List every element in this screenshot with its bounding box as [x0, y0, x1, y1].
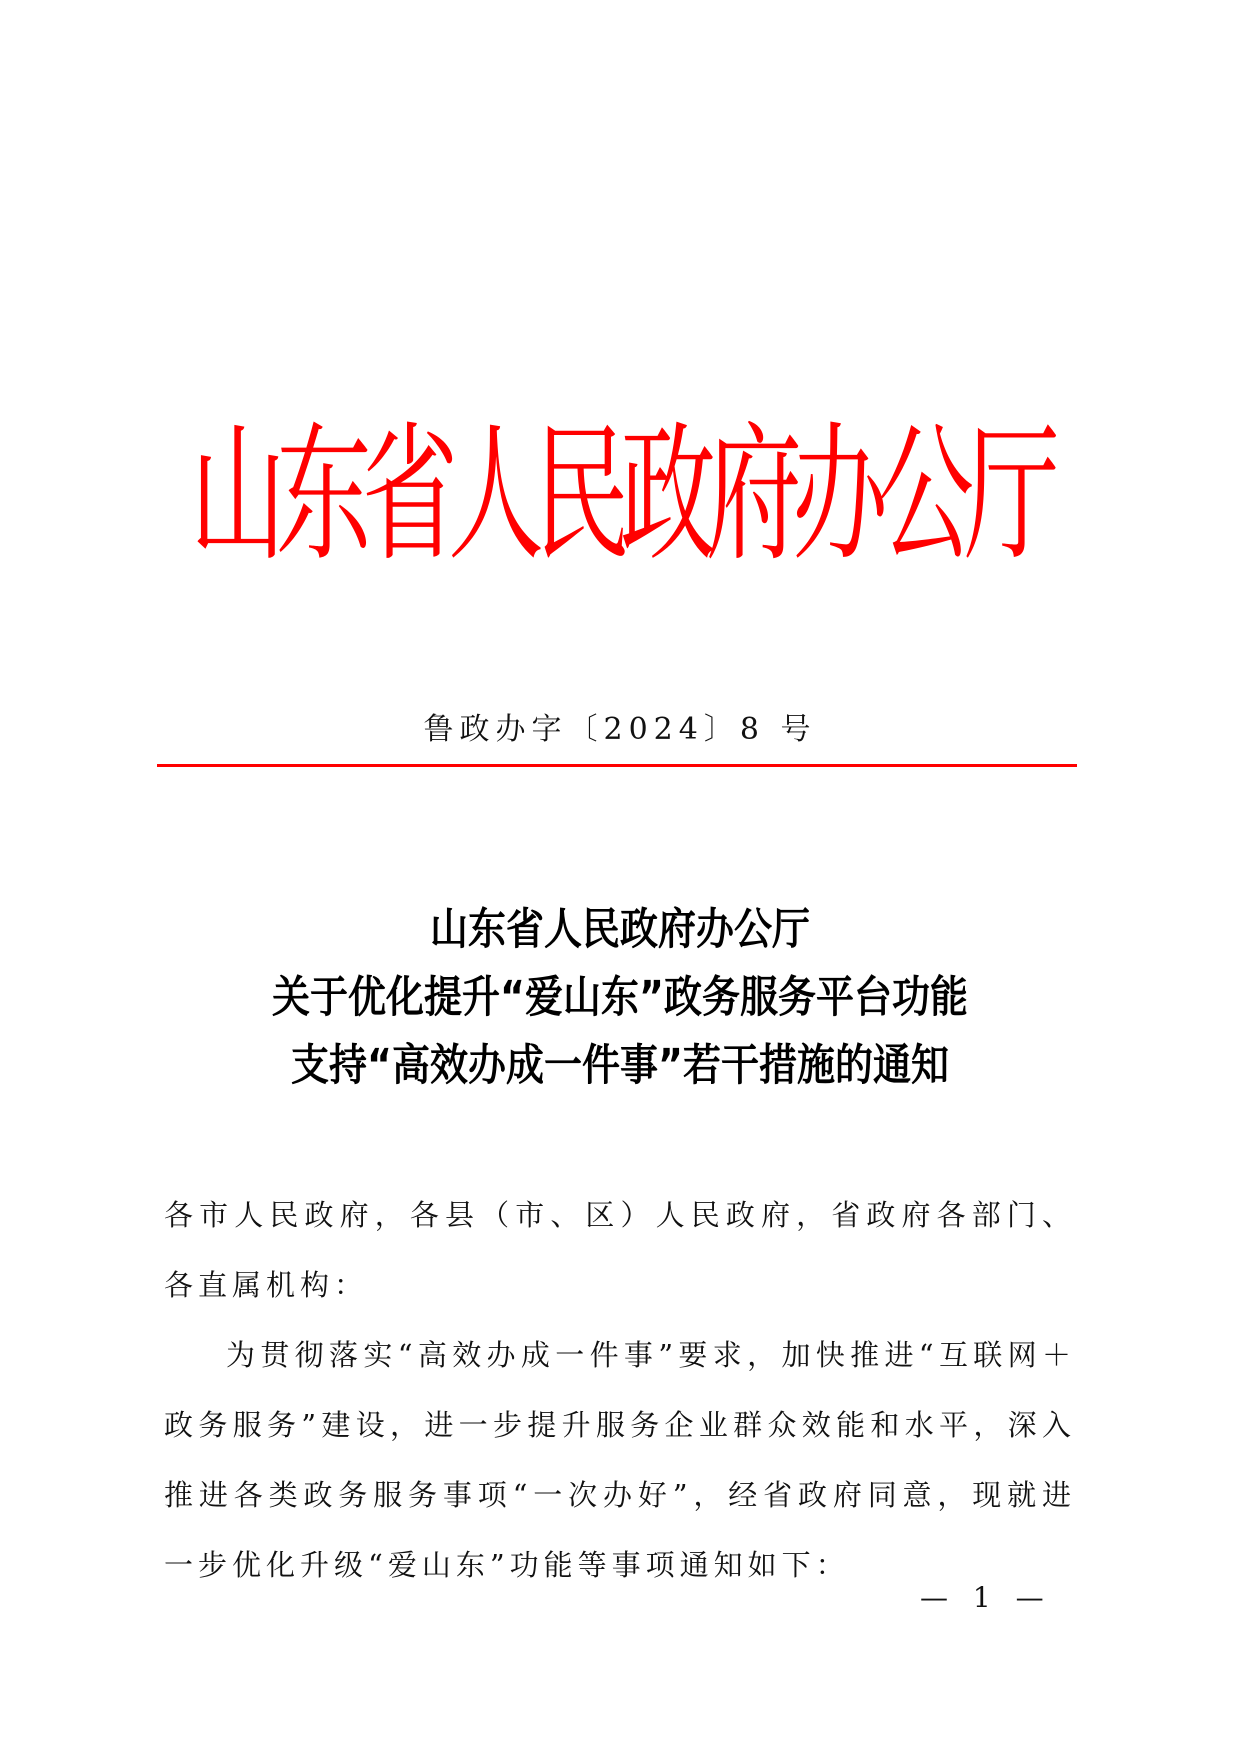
red-separator-rule: [157, 764, 1077, 767]
title-line-1: 山东省人民政府办公厅: [429, 903, 810, 955]
document-body: [164, 1180, 1076, 1600]
document-number: 鲁政办字〔2024〕8 号: [423, 712, 817, 747]
body-paragraph: 为贯彻落实“高效办成一件事”要求，加快推进“互联网＋政务服务”建设，进一步提升服务企业群众效能和水平，深入推进各类政务服务事项“一次办好”，经省政府同意，现就进一步优化升级“爱山东”功能等事项通知如下：: [164, 1338, 1076, 1582]
masthead-char: 东: [276, 408, 372, 582]
addressee-line: 各市人民政府，各县（市、区）人民政府，省政府各部门、各直属机构：: [164, 1198, 1076, 1302]
issuing-authority-masthead: [190, 371, 1060, 619]
title-line-2: 关于优化提升“爱山东”政务服务平台功能: [272, 971, 968, 1023]
masthead-char: 政: [620, 408, 716, 582]
masthead-char: 山: [190, 408, 286, 582]
document-title: [0, 895, 1240, 1099]
masthead-char: 省: [362, 408, 458, 582]
masthead-char: 民: [534, 408, 630, 582]
masthead-char: 府: [706, 408, 802, 582]
title-line-3: 支持“高效办成一件事”若干措施的通知: [291, 1039, 949, 1091]
masthead-char: 公: [878, 408, 974, 582]
masthead-char: 人: [448, 408, 544, 582]
masthead-char: 厅: [964, 408, 1060, 582]
page-number: — 1 —: [920, 1581, 1052, 1614]
masthead-char: 办: [792, 408, 888, 582]
